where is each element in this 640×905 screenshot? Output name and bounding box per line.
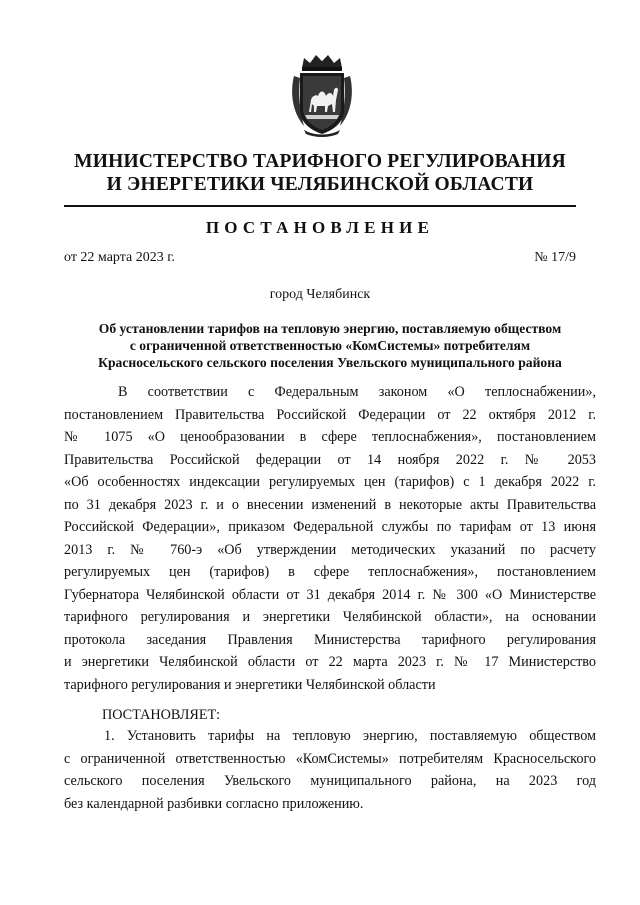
subject-line: с ограниченной ответственностью «КомСистемы» потребителям <box>129 338 531 353</box>
preamble-line: 2013 г. № 760-э «Об утверждении методических указаний по расчету <box>64 541 596 558</box>
item-1-paragraph <box>64 725 596 815</box>
preamble-line: регулируемых цен (тарифов) в сфере теплоснабжения», постановлением <box>64 564 596 580</box>
preamble-line: тарифного регулирования и энергетики Челябинской области <box>64 676 436 693</box>
document-subject <box>64 320 596 371</box>
preamble-line: Губернатора Челябинской области от 31 декабря 2014 г. № 300 «О Министерстве <box>64 586 596 603</box>
item-1-line: сельского поселения Увельского муниципального района, на 2023 год <box>64 773 596 789</box>
preamble-line: постановлением Правительства Российской Федерации от 22 октября 2012 г. <box>64 406 596 423</box>
header-divider <box>64 205 576 207</box>
preamble-line: Российской Федерации», приказом Федеральной службы по тарифам от 13 июня <box>64 519 596 535</box>
resolve-heading: ПОСТАНОВЛЯЕТ: <box>102 707 221 723</box>
preamble-line: и энергетики Челябинской области от 22 марта 2023 г. № 17 Министерство <box>64 654 596 670</box>
coat-of-arms-emblem <box>290 52 354 138</box>
item-1-line: с ограниченной ответственностью «КомСистемы» потребителям Красносельского <box>64 750 596 767</box>
document-date: от 22 марта 2023 г. <box>64 250 175 265</box>
document-city: город Челябинск <box>269 287 371 302</box>
subject-line: Об установлении тарифов на тепловую энергию, поставляемую обществом <box>98 321 562 336</box>
document-type-title: ПОСТАНОВЛЕНИЕ <box>205 218 435 237</box>
preamble-paragraph <box>64 381 596 696</box>
preamble-line: по 31 декабря 2023 г. и о внесении изменений в некоторые акты Правительства <box>64 496 596 513</box>
preamble-line: «Об особенностях индексации регулируемых цен (тарифов) с 1 декабря 2022 г. <box>64 474 596 490</box>
preamble-line: Правительства Российской федерации от 14 ноября 2022 г. № 2053 <box>64 451 596 468</box>
ministry-name-line-2: И ЭНЕРГЕТИКИ ЧЕЛЯБИНСКОЙ ОБЛАСТИ <box>106 174 534 195</box>
preamble-line: № 1075 «О ценообразовании в сфере теплоснабжения», постановлением <box>64 429 596 445</box>
subject-line: Красносельского сельского поселения Увельского муниципального района <box>98 355 562 370</box>
preamble-line: В соответствии с Федеральным законом «О теплоснабжении», <box>118 384 596 400</box>
item-1-line: 1. Установить тарифы на тепловую энергию, поставляемую обществом <box>104 728 596 744</box>
ministry-name-line-1: МИНИСТЕРСТВО ТАРИФНОГО РЕГУЛИРОВАНИЯ <box>74 151 566 172</box>
item-1-line: без календарной разбивки согласно приложению. <box>64 795 364 812</box>
preamble-line: протокола заседания Правления Министерства тарифного регулирования <box>64 631 596 648</box>
preamble-line: тарифного регулирования и энергетики Челябинской области», на основании <box>64 609 596 625</box>
document-number: № 17/9 <box>534 250 576 265</box>
